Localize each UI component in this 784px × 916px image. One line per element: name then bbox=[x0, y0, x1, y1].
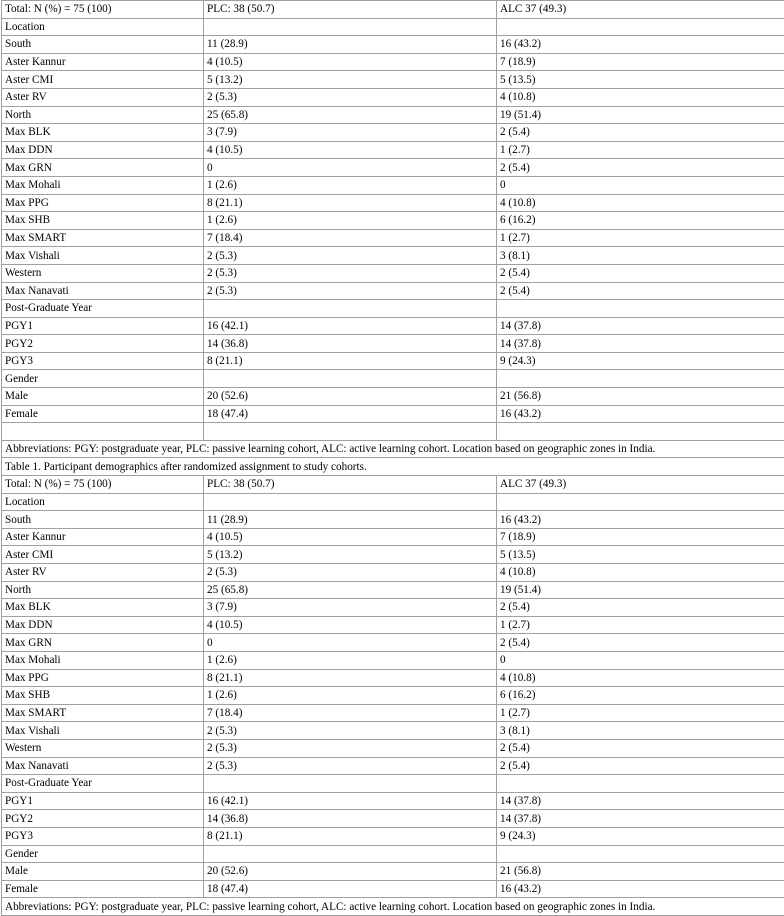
alc-value bbox=[497, 18, 784, 36]
alc-value: 7 (18.9) bbox=[497, 53, 784, 71]
table-header-row bbox=[2, 476, 784, 494]
row-label: South bbox=[2, 511, 204, 529]
plc-value: 4 (10.5) bbox=[204, 616, 497, 634]
row-label: Western bbox=[2, 264, 204, 282]
table-row bbox=[2, 88, 784, 106]
alc-value: 1 (2.7) bbox=[497, 229, 784, 247]
row-label: PGY3 bbox=[2, 827, 204, 845]
table-row bbox=[2, 53, 784, 71]
row-label: Max DDN bbox=[2, 141, 204, 159]
table-row bbox=[2, 651, 784, 669]
row-label: Max GRN bbox=[2, 634, 204, 652]
table-row bbox=[2, 106, 784, 124]
abbreviations-note-row bbox=[2, 440, 784, 458]
plc-value: 2 (5.3) bbox=[204, 264, 497, 282]
plc-value: 2 (5.3) bbox=[204, 247, 497, 265]
plc-value: 2 (5.3) bbox=[204, 757, 497, 775]
plc-value: 1 (2.6) bbox=[204, 212, 497, 230]
row-label: Aster Kannur bbox=[2, 53, 204, 71]
alc-value bbox=[497, 775, 784, 793]
header-alc-cell: ALC 37 (49.3) bbox=[497, 1, 784, 19]
plc-value bbox=[204, 845, 497, 863]
row-label: Max PPG bbox=[2, 669, 204, 687]
alc-value: 21 (56.8) bbox=[497, 863, 784, 881]
row-label: PGY1 bbox=[2, 317, 204, 335]
plc-value: 7 (18.4) bbox=[204, 704, 497, 722]
plc-value: 5 (13.2) bbox=[204, 546, 497, 564]
alc-value: 9 (24.3) bbox=[497, 827, 784, 845]
plc-value bbox=[204, 775, 497, 793]
table-row bbox=[2, 335, 784, 353]
row-label: Max PPG bbox=[2, 194, 204, 212]
table-row bbox=[2, 511, 784, 529]
plc-value: 1 (2.6) bbox=[204, 687, 497, 705]
alc-value: 0 bbox=[497, 651, 784, 669]
table-row bbox=[2, 687, 784, 705]
alc-value: 14 (37.8) bbox=[497, 335, 784, 353]
plc-value: 0 bbox=[204, 159, 497, 177]
table-row bbox=[2, 722, 784, 740]
row-label: Max SHB bbox=[2, 687, 204, 705]
table-header-row bbox=[2, 1, 784, 19]
table-row bbox=[2, 317, 784, 335]
plc-value: 2 (5.3) bbox=[204, 282, 497, 300]
table-row bbox=[2, 159, 784, 177]
abbreviations-note-row bbox=[2, 898, 784, 916]
alc-value: 2 (5.4) bbox=[497, 599, 784, 617]
row-label: Female bbox=[2, 880, 204, 898]
plc-value: 14 (36.8) bbox=[204, 810, 497, 828]
plc-value bbox=[204, 493, 497, 511]
plc-value: 8 (21.1) bbox=[204, 827, 497, 845]
plc-value: 1 (2.6) bbox=[204, 176, 497, 194]
table-row bbox=[2, 739, 784, 757]
table-row bbox=[2, 264, 784, 282]
alc-value bbox=[497, 300, 784, 318]
alc-value: 19 (51.4) bbox=[497, 581, 784, 599]
plc-value: 16 (42.1) bbox=[204, 792, 497, 810]
alc-value: 1 (2.7) bbox=[497, 704, 784, 722]
table-row bbox=[2, 827, 784, 845]
row-label: Max DDN bbox=[2, 616, 204, 634]
row-label: PGY2 bbox=[2, 335, 204, 353]
plc-value: 18 (47.4) bbox=[204, 880, 497, 898]
row-label: Max Nanavati bbox=[2, 282, 204, 300]
plc-value: 8 (21.1) bbox=[204, 352, 497, 370]
row-label: Max Vishali bbox=[2, 247, 204, 265]
alc-value: 4 (10.8) bbox=[497, 194, 784, 212]
plc-value: 20 (52.6) bbox=[204, 863, 497, 881]
header-total-cell: Total: N (%) = 75 (100) bbox=[2, 476, 204, 494]
table-row bbox=[2, 18, 784, 36]
alc-value: 2 (5.4) bbox=[497, 124, 784, 142]
plc-value: 0 bbox=[204, 634, 497, 652]
table-row bbox=[2, 352, 784, 370]
table-row bbox=[2, 863, 784, 881]
row-label: Max Vishali bbox=[2, 722, 204, 740]
plc-value: 3 (7.9) bbox=[204, 124, 497, 142]
plc-value bbox=[204, 370, 497, 388]
table-row bbox=[2, 757, 784, 775]
plc-value: 8 (21.1) bbox=[204, 669, 497, 687]
table-row bbox=[2, 212, 784, 230]
table-row bbox=[2, 599, 784, 617]
row-label: Aster CMI bbox=[2, 71, 204, 89]
table-row bbox=[2, 370, 784, 388]
plc-value bbox=[204, 18, 497, 36]
plc-value: 7 (18.4) bbox=[204, 229, 497, 247]
table-row bbox=[2, 124, 784, 142]
alc-value: 1 (2.7) bbox=[497, 616, 784, 634]
row-label: Max SMART bbox=[2, 704, 204, 722]
row-label: Max GRN bbox=[2, 159, 204, 177]
alc-value: 21 (56.8) bbox=[497, 388, 784, 406]
table-row bbox=[2, 775, 784, 793]
alc-value: 5 (13.5) bbox=[497, 546, 784, 564]
table-row bbox=[2, 194, 784, 212]
row-label: Max Mohali bbox=[2, 176, 204, 194]
header-alc-cell: ALC 37 (49.3) bbox=[497, 476, 784, 494]
plc-value: 8 (21.1) bbox=[204, 194, 497, 212]
table-row bbox=[2, 880, 784, 898]
row-label: PGY2 bbox=[2, 810, 204, 828]
section-label: Gender bbox=[2, 370, 204, 388]
plc-value: 18 (47.4) bbox=[204, 405, 497, 423]
alc-value: 16 (43.2) bbox=[497, 36, 784, 54]
section-label: Location bbox=[2, 493, 204, 511]
plc-value: 11 (28.9) bbox=[204, 511, 497, 529]
table-caption: Table 1. Participant demographics after randomized assignment to study cohorts. bbox=[2, 458, 784, 476]
alc-value: 3 (8.1) bbox=[497, 247, 784, 265]
row-label: North bbox=[2, 581, 204, 599]
row-label: Max Mohali bbox=[2, 651, 204, 669]
alc-value: 2 (5.4) bbox=[497, 739, 784, 757]
alc-value: 2 (5.4) bbox=[497, 634, 784, 652]
plc-value: 16 (42.1) bbox=[204, 317, 497, 335]
table-row bbox=[2, 616, 784, 634]
alc-value: 7 (18.9) bbox=[497, 528, 784, 546]
table-row bbox=[2, 229, 784, 247]
row-label: Western bbox=[2, 739, 204, 757]
section-label: Gender bbox=[2, 845, 204, 863]
header-plc-cell: PLC: 38 (50.7) bbox=[204, 476, 497, 494]
alc-value: 14 (37.8) bbox=[497, 810, 784, 828]
plc-value: 2 (5.3) bbox=[204, 564, 497, 582]
row-label: Aster CMI bbox=[2, 546, 204, 564]
plc-value: 4 (10.5) bbox=[204, 53, 497, 71]
alc-value: 2 (5.4) bbox=[497, 757, 784, 775]
alc-value: 16 (43.2) bbox=[497, 511, 784, 529]
table-row bbox=[2, 704, 784, 722]
table-row bbox=[2, 405, 784, 423]
table-row bbox=[2, 36, 784, 54]
row-label: PGY3 bbox=[2, 352, 204, 370]
alc-value: 6 (16.2) bbox=[497, 212, 784, 230]
table-row bbox=[2, 176, 784, 194]
plc-value: 2 (5.3) bbox=[204, 722, 497, 740]
row-label: Max SMART bbox=[2, 229, 204, 247]
plc-value: 3 (7.9) bbox=[204, 599, 497, 617]
row-label: PGY1 bbox=[2, 792, 204, 810]
alc-value: 6 (16.2) bbox=[497, 687, 784, 705]
alc-value: 4 (10.8) bbox=[497, 564, 784, 582]
row-label: Female bbox=[2, 405, 204, 423]
row-label: Male bbox=[2, 863, 204, 881]
plc-value: 2 (5.3) bbox=[204, 88, 497, 106]
table-row bbox=[2, 669, 784, 687]
alc-value: 2 (5.4) bbox=[497, 159, 784, 177]
alc-value: 0 bbox=[497, 176, 784, 194]
alc-value: 2 (5.4) bbox=[497, 282, 784, 300]
alc-value bbox=[497, 845, 784, 863]
table-row bbox=[2, 493, 784, 511]
row-label: Aster RV bbox=[2, 88, 204, 106]
table-row bbox=[2, 528, 784, 546]
section-label: Post-Graduate Year bbox=[2, 300, 204, 318]
alc-value: 14 (37.8) bbox=[497, 317, 784, 335]
alc-value: 9 (24.3) bbox=[497, 352, 784, 370]
row-label: Max SHB bbox=[2, 212, 204, 230]
table-row bbox=[2, 810, 784, 828]
table-row bbox=[2, 546, 784, 564]
row-label: Male bbox=[2, 388, 204, 406]
table-row bbox=[2, 581, 784, 599]
empty-cell bbox=[204, 423, 497, 441]
table-row bbox=[2, 141, 784, 159]
alc-value: 16 (43.2) bbox=[497, 405, 784, 423]
plc-value: 4 (10.5) bbox=[204, 528, 497, 546]
header-total-cell: Total: N (%) = 75 (100) bbox=[2, 1, 204, 19]
section-label: Location bbox=[2, 18, 204, 36]
table-row bbox=[2, 247, 784, 265]
plc-value: 14 (36.8) bbox=[204, 335, 497, 353]
alc-value: 14 (37.8) bbox=[497, 792, 784, 810]
plc-value: 20 (52.6) bbox=[204, 388, 497, 406]
alc-value: 16 (43.2) bbox=[497, 880, 784, 898]
row-label: North bbox=[2, 106, 204, 124]
plc-value: 5 (13.2) bbox=[204, 71, 497, 89]
row-label: Aster RV bbox=[2, 564, 204, 582]
alc-value: 3 (8.1) bbox=[497, 722, 784, 740]
row-label: Max BLK bbox=[2, 599, 204, 617]
plc-value: 25 (65.8) bbox=[204, 106, 497, 124]
row-label: Max Nanavati bbox=[2, 757, 204, 775]
row-label: Max BLK bbox=[2, 124, 204, 142]
table-row bbox=[2, 282, 784, 300]
row-label: South bbox=[2, 36, 204, 54]
alc-value: 19 (51.4) bbox=[497, 106, 784, 124]
plc-value: 25 (65.8) bbox=[204, 581, 497, 599]
alc-value: 1 (2.7) bbox=[497, 141, 784, 159]
section-label: Post-Graduate Year bbox=[2, 775, 204, 793]
table-row bbox=[2, 792, 784, 810]
table-row bbox=[2, 71, 784, 89]
abbreviations-note: Abbreviations: PGY: postgraduate year, PLC: passive learning cohort, ALC: active learning cohort. Location based on geographic zones in India. bbox=[2, 440, 784, 458]
abbreviations-note: Abbreviations: PGY: postgraduate year, PLC: passive learning cohort, ALC: active learning cohort. Location based on geographic zones in India. bbox=[2, 898, 784, 916]
alc-value bbox=[497, 493, 784, 511]
table-row bbox=[2, 634, 784, 652]
alc-value: 5 (13.5) bbox=[497, 71, 784, 89]
alc-value: 4 (10.8) bbox=[497, 669, 784, 687]
table-row bbox=[2, 564, 784, 582]
row-label: Aster Kannur bbox=[2, 528, 204, 546]
table-row bbox=[2, 300, 784, 318]
alc-value bbox=[497, 370, 784, 388]
table-row bbox=[2, 388, 784, 406]
alc-value: 4 (10.8) bbox=[497, 88, 784, 106]
plc-value: 11 (28.9) bbox=[204, 36, 497, 54]
demographics-table-body bbox=[2, 1, 784, 916]
demographics-table bbox=[1, 0, 784, 916]
spacer-row bbox=[2, 423, 784, 441]
plc-value: 2 (5.3) bbox=[204, 739, 497, 757]
plc-value: 4 (10.5) bbox=[204, 141, 497, 159]
empty-cell bbox=[2, 423, 204, 441]
plc-value bbox=[204, 300, 497, 318]
alc-value: 2 (5.4) bbox=[497, 264, 784, 282]
table-row bbox=[2, 845, 784, 863]
empty-cell bbox=[497, 423, 784, 441]
header-plc-cell: PLC: 38 (50.7) bbox=[204, 1, 497, 19]
plc-value: 1 (2.6) bbox=[204, 651, 497, 669]
table-caption-row bbox=[2, 458, 784, 476]
